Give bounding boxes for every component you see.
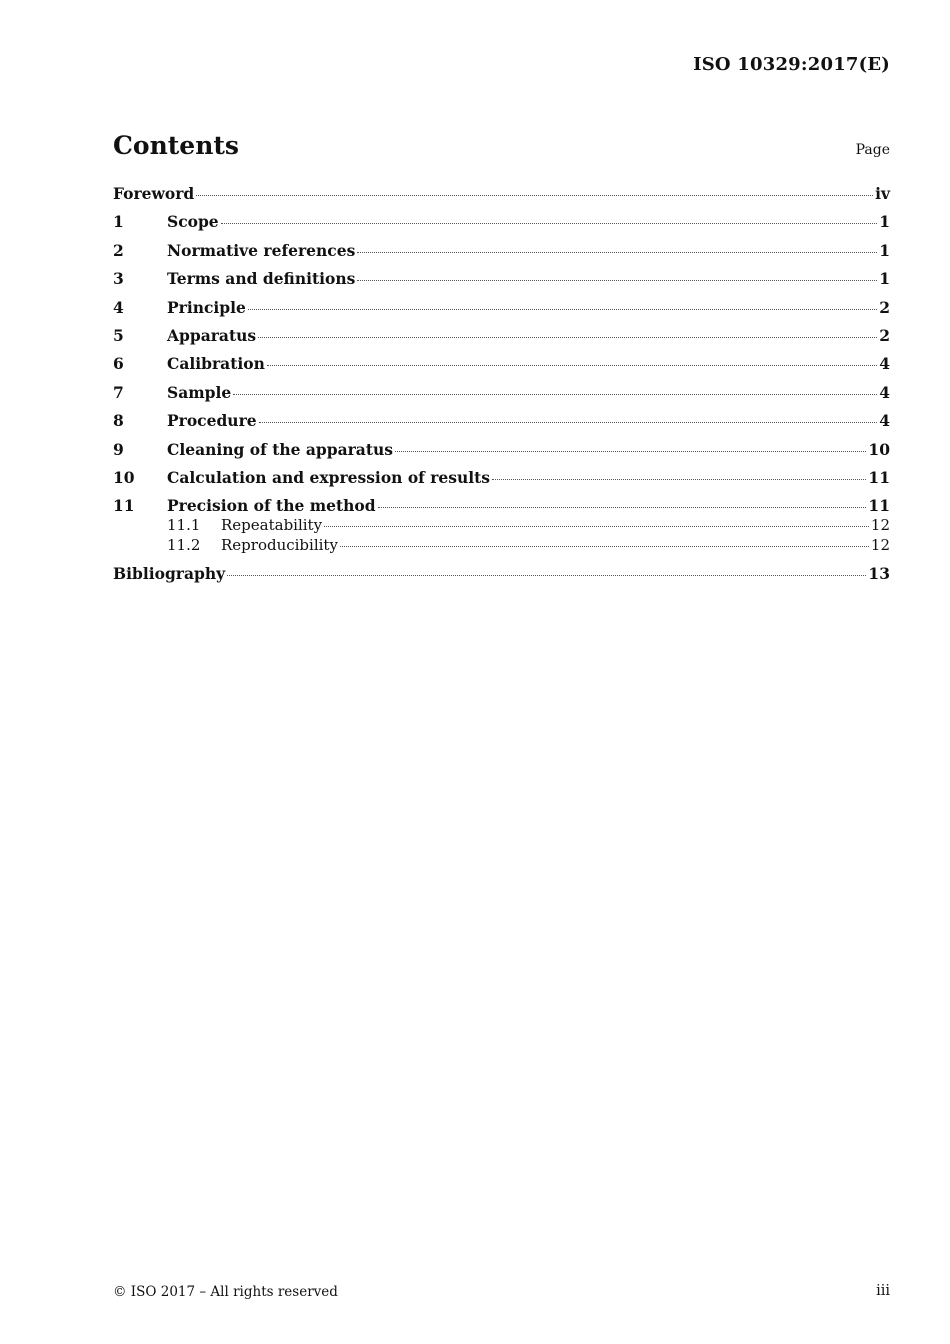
toc-entry-page: 4 [879,382,890,402]
toc-entry-number: 2 [113,240,124,260]
toc-entry-title: Calibration [167,354,265,374]
toc-entry-number: 3 [113,269,124,289]
toc-entry-calculation-and-expression-of-results[interactable] [113,468,890,496]
dot-leader [259,422,878,423]
toc-entry-page: 11 [868,496,890,516]
dot-leader [248,309,877,310]
toc-entry-procedure[interactable] [113,411,890,439]
toc-entry-number: 6 [113,354,124,374]
contents-title: Contents [113,131,240,160]
toc-entry-title: Repeatability [221,516,323,535]
toc-entry-page: 2 [879,325,890,345]
toc-entry-number: 9 [113,439,124,459]
document-id: ISO 10329:2017(E) [693,54,890,75]
dot-leader [492,479,866,480]
toc-entry-number: 11 [113,496,135,516]
toc-entry-title: Procedure [167,411,257,431]
toc-entry-page: 1 [879,240,890,260]
toc-entry-title: Principle [167,297,246,317]
toc-entry-page: 1 [879,212,890,232]
dot-leader [267,365,877,366]
dot-leader [357,252,877,253]
dot-leader [378,507,867,508]
toc-entry-title: Cleaning of the apparatus [167,439,394,459]
toc-entry-scope[interactable] [113,212,890,240]
toc-entry-title: Terms and definitions [167,269,356,289]
toc-entry-apparatus[interactable] [113,326,890,354]
toc-entry-foreword[interactable] [113,184,890,212]
toc-entry-number: 4 [113,297,124,317]
dot-leader [258,337,877,338]
toc-entry-page: 10 [868,439,890,459]
dot-leader [395,451,866,452]
toc-entry-bibliography[interactable] [113,564,890,592]
toc-entry-number: 11.1 [167,516,201,535]
dot-leader [221,223,878,224]
toc-entry-number: 7 [113,382,124,402]
toc-entry-title: Foreword [113,184,195,203]
toc-entry-number: 1 [113,212,124,232]
toc-entry-page: iv [875,184,890,203]
toc-entry-sample[interactable] [113,383,890,411]
footer-page-number: iii [876,1283,890,1299]
page-column-label: Page [855,142,890,158]
toc-entry-title: Calculation and expression of results [167,467,491,487]
toc-entry-cleaning-of-the-apparatus[interactable] [113,440,890,468]
toc-entry-title: Normative references [167,240,356,260]
toc-entry-number: 8 [113,411,124,431]
toc-subentry-repeatability[interactable] [113,516,890,536]
dot-leader [340,546,869,547]
footer-copyright: © ISO 2017 – All rights reserved [113,1284,338,1300]
toc-entry-page: 12 [870,536,890,555]
table-of-contents [113,184,890,593]
toc-entry-page: 2 [879,297,890,317]
toc-subentry-reproducibility[interactable] [113,536,890,556]
toc-entry-page: 1 [879,269,890,289]
dot-leader [233,394,877,395]
toc-entry-title: Precision of the method [167,496,376,516]
toc-entry-number: 11.2 [167,536,201,555]
toc-entry-title: Scope [167,212,219,232]
toc-entry-page: 11 [868,467,890,487]
toc-entry-page: 12 [870,516,890,535]
toc-entry-title: Bibliography [113,564,226,584]
toc-entry-title: Sample [167,382,232,402]
dot-leader [227,575,866,576]
toc-entry-number: 10 [113,467,135,487]
toc-entry-title: Apparatus [167,325,257,345]
toc-entry-terms-and-definitions[interactable] [113,269,890,297]
toc-entry-page: 4 [879,411,890,431]
toc-entry-normative-references[interactable] [113,241,890,269]
toc-entry-principle[interactable] [113,298,890,326]
dot-leader [196,195,873,196]
toc-entry-title: Reproducibility [221,536,338,555]
toc-entry-page: 4 [879,354,890,374]
toc-entry-number: 5 [113,325,124,345]
dot-leader [357,280,877,281]
toc-entry-page: 13 [868,564,890,584]
dot-leader [324,526,869,527]
toc-entry-calibration[interactable] [113,354,890,382]
